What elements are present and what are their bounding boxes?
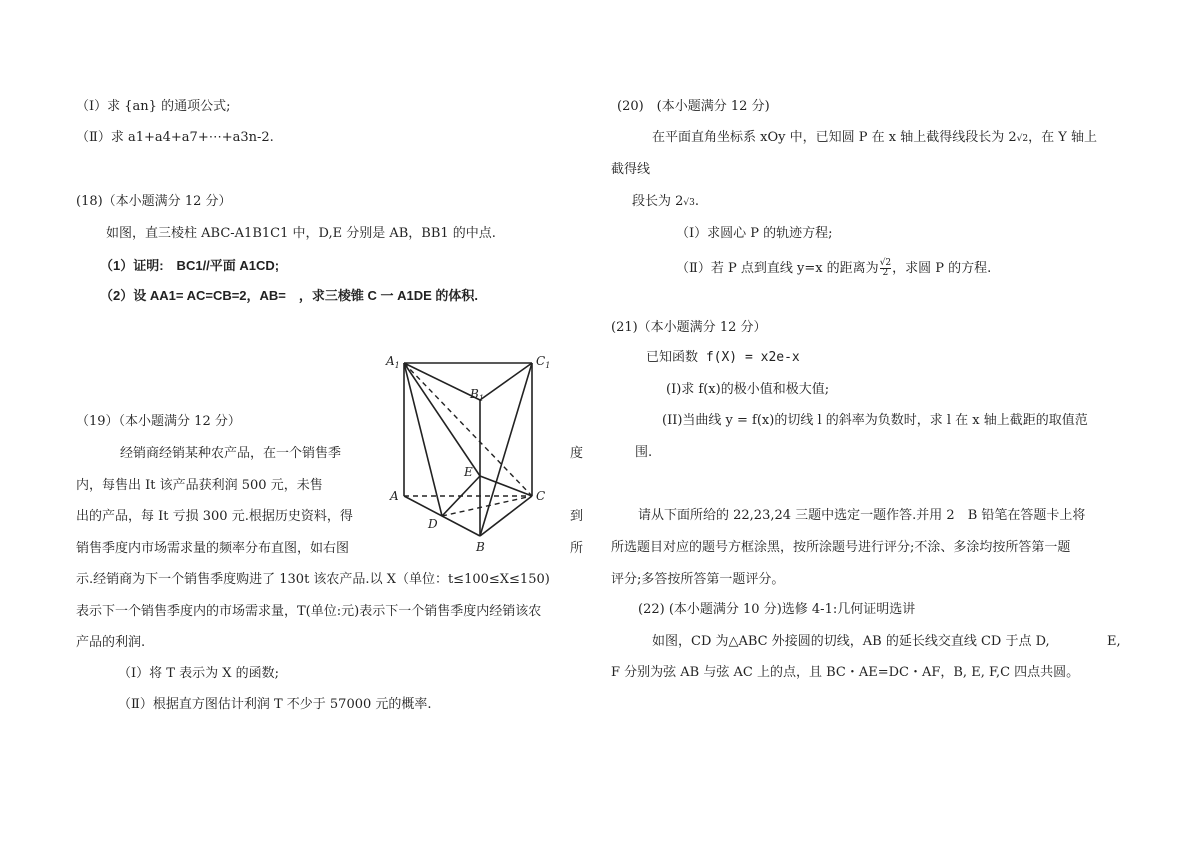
q19-line3a: 出的产品，每 It 亏损 300 元.根据历史资料，得 bbox=[76, 509, 353, 524]
sqrt-three: √3 bbox=[683, 198, 695, 208]
label-c1: $C_1$ bbox=[536, 354, 551, 370]
q19-part1: （Ⅰ）将 T 表示为 X 的函数; bbox=[118, 666, 279, 681]
prism-diagram bbox=[380, 348, 558, 558]
prism-figure bbox=[380, 348, 558, 558]
q19-line2: 内，每售出 It 该产品获利润 500 元，未售 bbox=[76, 478, 323, 493]
q22-line2: F 分别为弦 AB 与弦 AC 上的点，且 BC・AE=DC・AF，B, E, F,C 四点共圆。 bbox=[611, 665, 1080, 680]
q21-header: (21)（本小题满分 12 分） bbox=[611, 320, 767, 335]
label-e: E bbox=[464, 465, 473, 479]
label-a1: $A_1$ bbox=[386, 354, 400, 370]
label-c: C bbox=[536, 489, 546, 503]
fraction-root2-over-2: $\frac{√2}{2}$ bbox=[879, 258, 892, 278]
instructions-line1: 请从下面所给的 22,23,24 三题中选定一题作答.并用 2 B 铅笔在答题卡上将 bbox=[638, 508, 1086, 523]
label-b: B bbox=[476, 540, 485, 554]
q22-header: (22) (本小题满分 10 分)选修 4-1:几何证明选讲 bbox=[638, 602, 916, 617]
q20-line2: 截得线 bbox=[611, 162, 651, 177]
q19-line7: 产品的利润. bbox=[76, 635, 146, 650]
q19-line5: 示.经销商为下一个销售季度购进了 130t 该农产品.以 X（单位：t≤100≤X≤150) bbox=[76, 572, 550, 587]
q17-part2: （Ⅱ）求 a1+a4+a7+⋯+a3n-2. bbox=[76, 130, 274, 145]
q19-line4b: 所 bbox=[570, 541, 584, 556]
q21-part1: (I)求 f(x)的极小值和极大值; bbox=[666, 382, 830, 397]
q18-part2: （2）设 AA1= AC=CB=2，AB= ，求三棱锥 C 一 A1DE 的体积. bbox=[100, 288, 479, 303]
q18-body: 如图，直三棱柱 ABC-A1B1C1 中，D,E 分别是 AB，BB1 的中点. bbox=[106, 226, 496, 241]
q19-part2: （Ⅱ）根据直方图估计利润 T 不少于 57000 元的概率. bbox=[118, 697, 432, 712]
q20-part1: （Ⅰ）求圆心 P 的轨迹方程; bbox=[676, 226, 833, 241]
q19-line4a: 销售季度内市场需求量的频率分布直图，如右图 bbox=[76, 541, 350, 556]
q21-part2: (II)当曲线 y = f(x)的切线 l 的斜率为负数时，求 l 在 x 轴上截距的取值范 bbox=[662, 413, 1088, 428]
q19-line1a: 经销商经销某种农产品，在一个销售季 bbox=[120, 446, 342, 461]
instructions-line2: 所选题目对应的题号方框涂黑，按所涂题号进行评分;不涂、多涂均按所答第一题 bbox=[611, 540, 1071, 555]
q20-line3: 段长为 2√3. bbox=[632, 194, 700, 209]
sqrt-two: √2 bbox=[1016, 134, 1029, 144]
q21-function: 已知函数 f(X) = x2e-x bbox=[646, 350, 800, 365]
q19-line3b: 到 bbox=[570, 509, 584, 524]
q19-line6: 表示下一个销售季度内的市场需求量，T(单位:元)表示下一个销售季度内经销该农 bbox=[76, 604, 542, 619]
q22-line1b: E, bbox=[1107, 634, 1121, 649]
q20-header: (20) (本小题满分 12 分) bbox=[617, 99, 770, 114]
q20-line1: 在平面直角坐标系 xOy 中，已知圆 P 在 x 轴上截得线段长为 2√2，在 Y 轴上 bbox=[652, 130, 1097, 145]
q20-part2: （Ⅱ）若 P 点到直线 y=x 的距离为 $\frac{√2}{2}$ ，求圆 P 的方程. bbox=[676, 258, 992, 278]
label-a: A bbox=[390, 489, 399, 503]
q22-line1a: 如图，CD 为△ABC 外接圆的切线，AB 的延长线交直线 CD 于点 D, bbox=[652, 634, 1050, 649]
label-b1: $B_1$ bbox=[470, 387, 484, 403]
q21-part2-cont: 围. bbox=[635, 445, 653, 460]
q19-header: （19）（本小题满分 12 分） bbox=[76, 414, 241, 429]
instructions-line3: 评分;多答按所答第一题评分。 bbox=[611, 572, 785, 587]
q19-line1b: 度 bbox=[570, 446, 584, 461]
q18-part1: （1）证明: BC1//平面 A1CD; bbox=[100, 258, 280, 273]
q18-header: (18)（本小题满分 12 分） bbox=[76, 194, 232, 209]
q17-part1: （Ⅰ）求 {an} 的通项公式; bbox=[76, 99, 231, 114]
label-d: D bbox=[428, 517, 438, 531]
